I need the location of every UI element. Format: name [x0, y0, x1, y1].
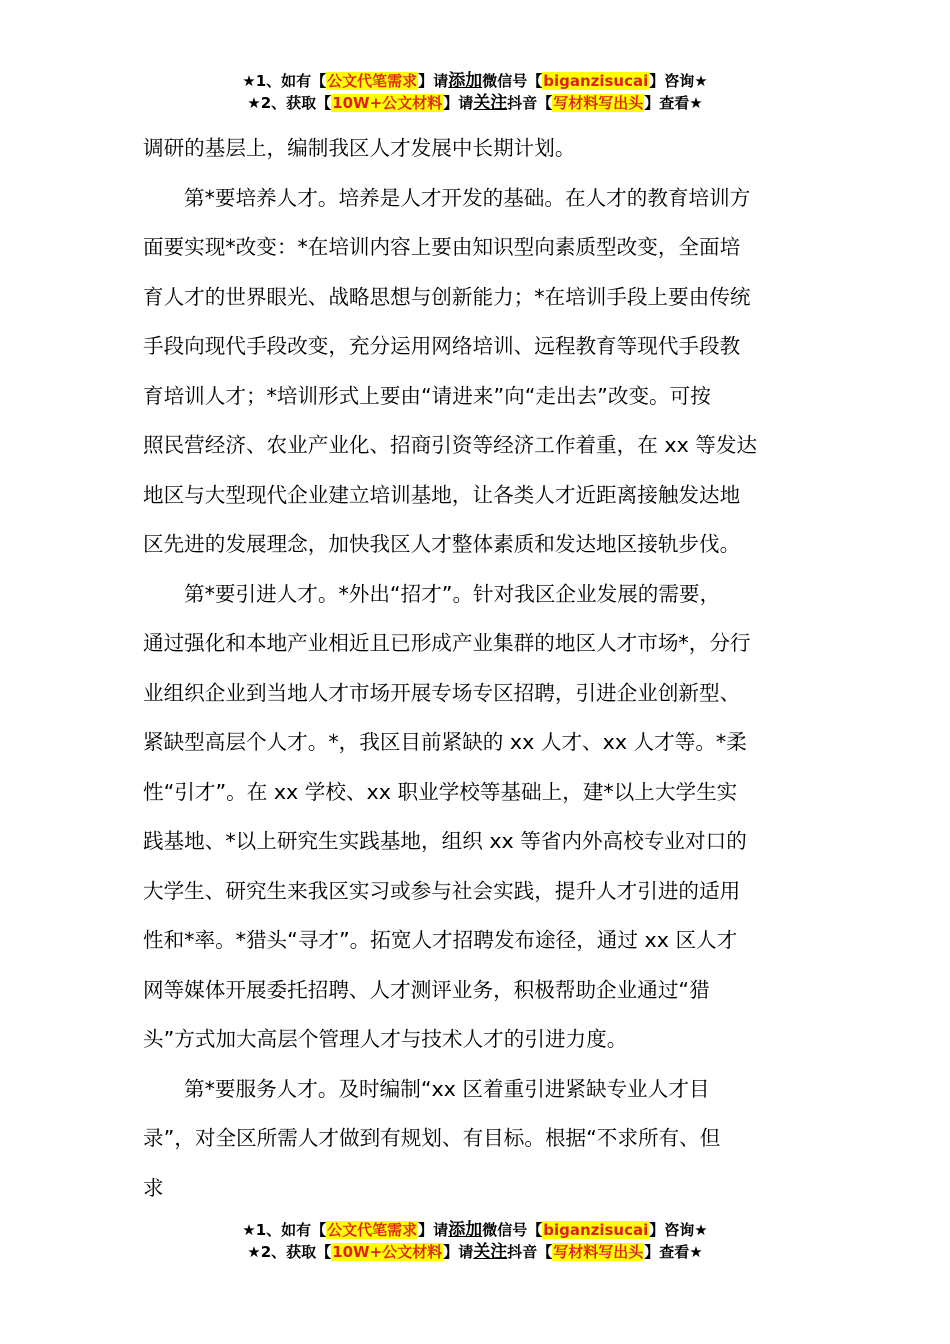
- underlined-follow: 关注: [473, 93, 508, 113]
- body-line: 大学生、研究生来我区实习或参与社会实践，提升人才引进的适用: [143, 878, 741, 903]
- body-line: 育培训人才；*培训形式上要由“请进来”向“走出去”改变。可按: [143, 383, 711, 408]
- header-line-2: [0, 92, 950, 114]
- header-text: 】查看★: [644, 94, 703, 112]
- highlight-materials: 10W+公文材料: [332, 94, 443, 112]
- header-text: 抖音【: [507, 94, 553, 112]
- body-line: 紧缺型高层个人才。*，我区目前紧缺的 xx 人才、xx 人才等。*柔: [143, 730, 747, 754]
- body-line: 区先进的发展理念，加快我区人才整体素质和发达地区接轨步伐。: [143, 532, 741, 556]
- document-body: [143, 124, 807, 1213]
- paragraph-start-line: 第*要服务人才。及时编制“xx 区着重引进紧缺专业人才目: [184, 1076, 710, 1101]
- body-line: 手段向现代手段改变，充分运用网络培训、远程教育等现代手段教: [143, 334, 741, 358]
- highlight-wechat-id: biganzisucai: [543, 72, 649, 90]
- footer-text: 】查看★: [644, 1243, 703, 1261]
- footer-text: 抖音【: [507, 1243, 553, 1261]
- body-line: 育人才的世界眼光、战略思想与创新能力；*在培训手段上要由传统: [143, 284, 751, 309]
- paragraph-start-line: 第*要培养人才。培养是人才开发的基础。在人才的教育培训方: [184, 185, 751, 210]
- underlined-follow: 关注: [473, 1242, 508, 1262]
- footer-line-1: [0, 1219, 950, 1241]
- body-line: 地区与大型现代企业建立培训基地，让各类人才近距离接触发达地: [143, 482, 741, 507]
- body-line: 业组织企业到当地人才市场开展专场专区招聘，引进企业创新型、: [143, 680, 741, 705]
- highlight-service: 公文代笔需求: [327, 1221, 418, 1239]
- body-line: 面要实现*改变：*在培训内容上要由知识型向素质型改变，全面培: [143, 235, 741, 259]
- footer-text: 】请: [418, 1221, 449, 1239]
- header-banner: [0, 70, 950, 114]
- header-text: 】请: [443, 94, 474, 112]
- header-text: 微信号【: [482, 72, 543, 90]
- body-line: 录”，对全区所需人才做到有规划、有目标。根据“不求所有、但: [143, 1126, 721, 1150]
- body-line: 性“引才”。在 xx 学校、xx 职业学校等基础上，建*以上大学生实: [143, 779, 738, 804]
- paragraph-start-line: 第*要引进人才。*外出“招才”。针对我区企业发展的需要，: [184, 581, 721, 606]
- footer-text: ★2、获取【: [247, 1243, 332, 1261]
- footer-text: 】请: [443, 1243, 474, 1261]
- footer-text: 】咨询★: [649, 1221, 708, 1239]
- highlight-materials: 10W+公文材料: [332, 1243, 443, 1261]
- body-line: 通过强化和本地产业相近且已形成产业集群的地区人才市场*，分行: [143, 631, 751, 655]
- highlight-douyin-name: 写材料写出头: [553, 94, 644, 112]
- body-line: 性和*率。*猎头“寻才”。拓宽人才招聘发布途径，通过 xx 区人才: [143, 928, 738, 952]
- header-text: 】咨询★: [649, 72, 708, 90]
- highlight-douyin-name: 写材料写出头: [553, 1243, 644, 1261]
- highlight-service: 公文代笔需求: [327, 72, 418, 90]
- footer-line-2: [0, 1241, 950, 1263]
- underlined-add: 添加: [448, 1220, 483, 1240]
- body-line: 网等媒体开展委托招聘、人才测评业务，积极帮助企业通过“猎: [143, 977, 710, 1002]
- body-line: 践基地、*以上研究生实践基地，组织 xx 等省内外高校专业对口的: [143, 829, 747, 853]
- footer-text: ★1、如有【: [242, 1221, 327, 1239]
- body-line: 头”方式加大高层个管理人才与技术人才的引进力度。: [143, 1027, 628, 1051]
- highlight-wechat-id: biganzisucai: [543, 1221, 649, 1239]
- underlined-add: 添加: [448, 71, 483, 91]
- header-text: 】请: [418, 72, 449, 90]
- body-line: 调研的基层上，编制我区人才发展中长期计划。: [143, 136, 576, 160]
- header-text: ★2、获取【: [247, 94, 332, 112]
- footer-text: 微信号【: [482, 1221, 543, 1239]
- footer-banner: [0, 1219, 950, 1263]
- body-line: 求: [143, 1175, 164, 1200]
- header-line-1: [0, 70, 950, 92]
- header-text: ★1、如有【: [242, 72, 327, 90]
- body-line: 照民营经济、农业产业化、招商引资等经济工作着重，在 xx 等发达: [143, 433, 758, 457]
